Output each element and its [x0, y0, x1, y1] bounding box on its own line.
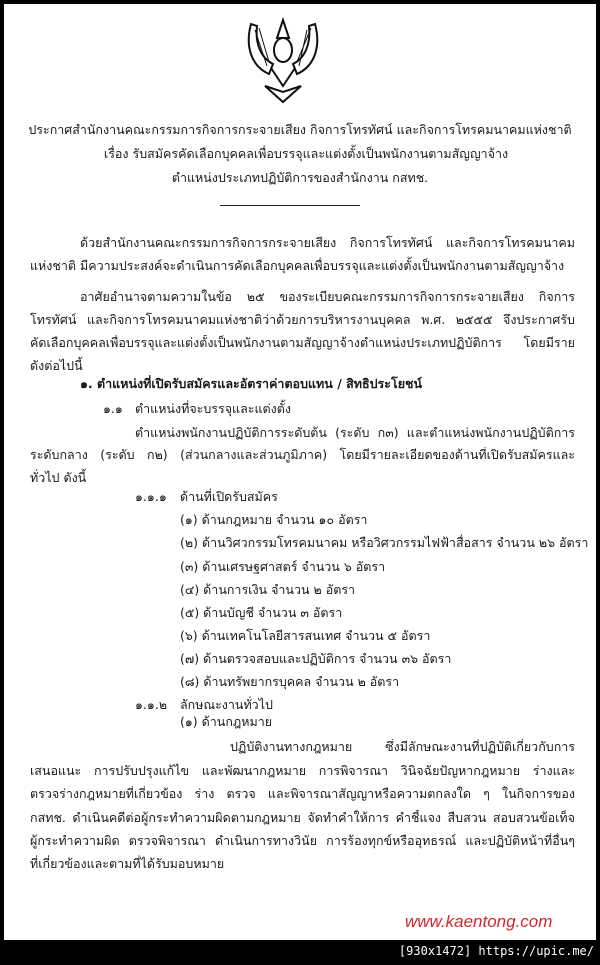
field-item: (๓) ด้านเศรษฐศาสตร์ จำนวน ๖ อัตรา — [180, 559, 386, 574]
para1-line: ด้วยสำนักงานคณะกรรมการกิจการกระจายเสียง กิจการโทรทัศน์ และกิจการโทรคมนาคม — [80, 235, 575, 250]
section-1-1-title: ตำแหน่งที่จะบรรจุและแต่งตั้ง — [135, 401, 291, 416]
law-body-line: เสนอแนะ การปรับปรุงแก้ไข และพัฒนากฎหมาย การพิจารณา วินิจฉัยปัญหากฎหมาย ร่างและ — [30, 763, 575, 778]
section-1-1-2-number: ๑.๑.๒ — [135, 697, 168, 712]
section-1-1-number: ๑.๑ — [103, 401, 123, 416]
para2-line: โทรทัศน์ และกิจการโทรคมนาคมแห่งชาติว่าด้วยการบริหารงานบุคคล พ.ศ. ๒๕๕๕ จึงประกาศรับ — [30, 312, 575, 327]
section-1-1-body-line: ตำแหน่งพนักงานปฏิบัติการระดับต้น (ระดับ ก๓) และตำแหน่งพนักงานปฏิบัติการ — [135, 425, 575, 440]
title-line-2: เรื่อง รับสมัครคัดเลือกบุคคลเพื่อบรรจุและแต่งตั้งเป็นพนักงานตามสัญญาจ้าง — [103, 146, 509, 161]
title-line-1: ประกาศสำนักงานคณะกรรมการกิจการกระจายเสียง กิจการโทรทัศน์ และกิจการโทรคมนาคมแห่งชาติ — [28, 122, 572, 137]
field-item: (๒) ด้านวิศวกรรมโทรคมนาคม หรือวิศวกรรมไฟฟ้าสื่อสาร จำนวน ๒๖ อัตรา — [180, 535, 589, 550]
field-item: (๔) ด้านการเงิน จำนวน ๒ อัตรา — [180, 582, 356, 597]
law-body-line: ตรวจร่างกฎหมายที่เกี่ยวข้อง ร่าง ตรวจ และพิจารณาสัญญาหรือความตกลงใด ๆ ในกิจการของ — [30, 786, 575, 801]
section-1-1-1-number: ๑.๑.๑ — [135, 489, 167, 504]
image-info-label: [930x1472] https://upic.me/ — [398, 944, 594, 958]
field-item: (๗) ด้านตรวจสอบและปฏิบัติการ จำนวน ๓๖ อัตรา — [180, 651, 452, 666]
para2-line: ดังต่อไปนี้ — [30, 358, 83, 373]
field-item: (๑) ด้านกฎหมาย จำนวน ๑๐ อัตรา — [180, 512, 368, 527]
garuda-emblem-icon — [243, 16, 323, 108]
title-line-3: ตำแหน่งประเภทปฏิบัติการของสำนักงาน กสทช. — [171, 170, 429, 185]
law-field-title: (๑) ด้านกฎหมาย — [180, 714, 273, 729]
law-body-line: กสทช. ดำเนินคดีต่อผู้กระทำความผิดตามกฎหมาย จัดทำคำให้การ คำชี้แจง สืบสวน สอบสวนข้อเท็จ — [30, 810, 575, 825]
field-item: (๕) ด้านบัญชี จำนวน ๓ อัตรา — [180, 605, 343, 620]
divider — [220, 205, 360, 206]
law-body-line: ผู้กระทำความผิด ตรวจพิจารณา ดำเนินการทางวินัย การร้องทุกข์หรืออุทธรณ์ และปฏิบัติหน้าที่อื่นๆ — [30, 833, 575, 848]
section-1-1-1-title: ด้านที่เปิดรับสมัคร — [180, 489, 278, 504]
para2-line: คัดเลือกบุคคลเพื่อบรรจุและแต่งตั้งเป็นพนักงานตามสัญญาจ้างตำแหน่งประเภทปฏิบัติการ โดยมีราย — [30, 335, 575, 350]
section-1-heading: ๑. ตำแหน่งที่เปิดรับสมัครและอัตราค่าตอบแทน / สิทธิประโยชน์ — [80, 376, 423, 391]
para2-line: อาศัยอำนาจตามความในข้อ ๒๕ ของระเบียบคณะกรรมการกิจการกระจายเสียง กิจการ — [80, 289, 575, 304]
field-item: (๘) ด้านทรัพยากรบุคคล จำนวน ๒ อัตรา — [180, 674, 400, 689]
field-item: (๖) ด้านเทคโนโลยีสารสนเทศ จำนวน ๕ อัตรา — [180, 628, 431, 643]
section-1-1-body-line: ทั่วไป ดังนี้ — [30, 470, 87, 485]
section-1-1-body-line: ระดับกลาง (ระดับ ก๒) (ส่วนกลางและส่วนภูมิภาค) โดยมีรายละเอียดของด้านที่เปิดรับสมัครและ — [30, 447, 575, 462]
law-body-line: ปฏิบัติงานทางกฎหมาย ซึ่งมีลักษณะงานที่ปฏิบัติเกี่ยวกับการ — [230, 739, 575, 754]
law-body-line: ที่เกี่ยวข้องและตามที่ได้รับมอบหมาย — [30, 856, 225, 871]
watermark-link: www.kaentong.com — [405, 912, 553, 931]
para1-line: แห่งชาติ มีความประสงค์จะดำเนินการคัดเลือกบุคคลเพื่อบรรจุและแต่งตั้งเป็นพนักงานตามสัญญาจ้าง — [30, 258, 565, 273]
section-1-1-2-title: ลักษณะงานทั่วไป — [180, 697, 273, 712]
